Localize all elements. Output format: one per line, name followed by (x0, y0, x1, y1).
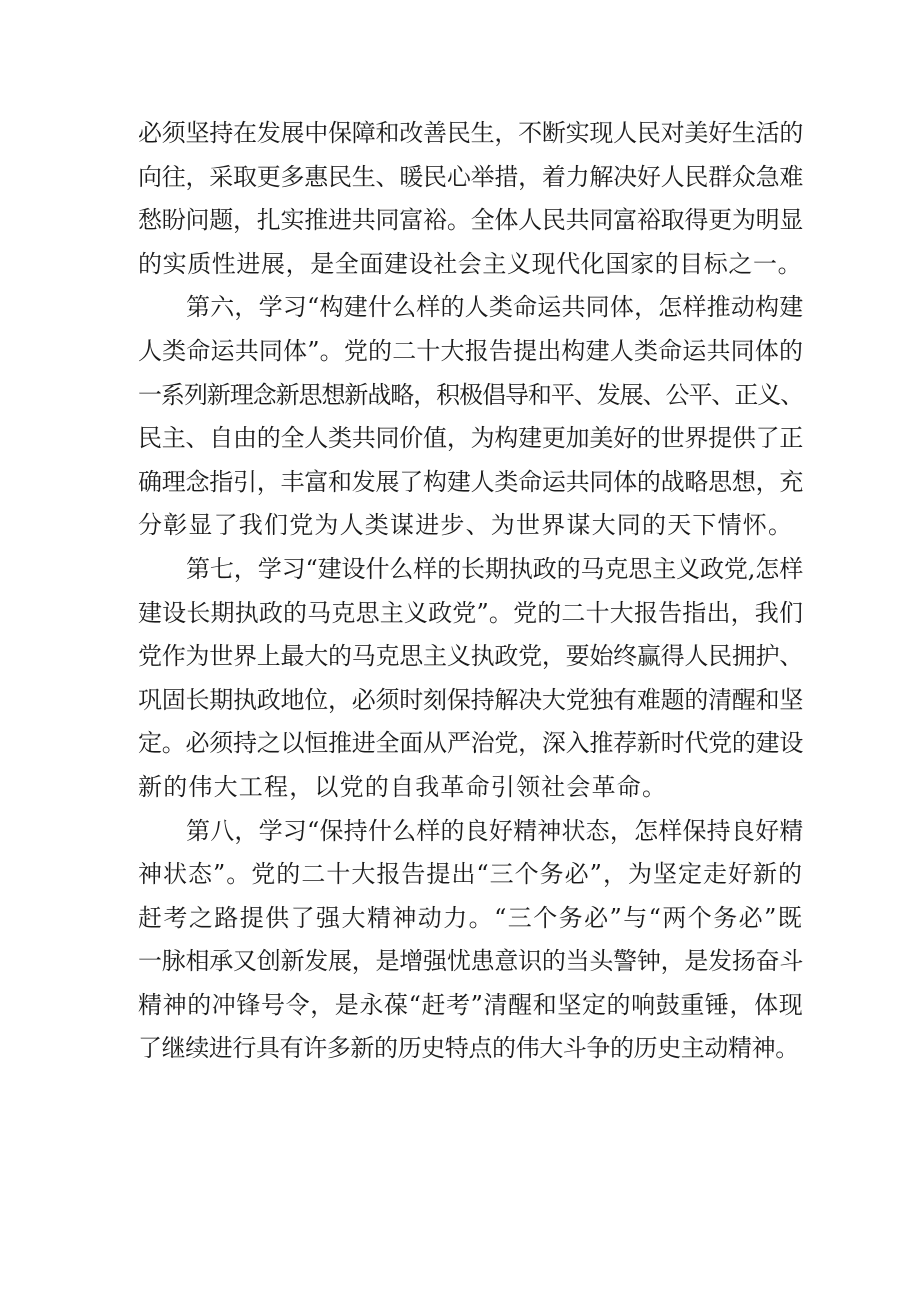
paragraph-eighth (138, 810, 803, 1072)
text-line: 确理念指引，丰富和发展了构建人类命运共同体的战略思想，充 (138, 467, 803, 496)
text-line: 人类命运共同体”。党的二十大报告提出构建人类命运共同体的 (138, 336, 803, 365)
text-line: 的实质性进展，是全面建设社会主义现代化国家的目标之一。 (138, 249, 803, 278)
text-line: 分彰显了我们党为人类谋进步、为世界谋大同的天下情怀。 (138, 511, 794, 540)
text-line: 新的伟大工程，以党的自我革命引领社会革命。 (138, 772, 668, 801)
text-line: 愁盼问题，扎实推进共同富裕。全体人民共同富裕取得更为明显 (138, 206, 803, 235)
text-line: 第七，学习“建设什么样的长期执政的马克思主义政党,怎样 (186, 554, 803, 583)
text-line: 精神的冲锋号令，是永葆“赶考”清醒和坚定的响鼓重锤，体现 (138, 990, 804, 1019)
text-line: 必须坚持在发展中保障和改善民生，不断实现人民对美好生活的 (138, 119, 803, 147)
document-body (138, 112, 803, 1071)
text-line: 向往，采取更多惠民生、暖民心举措，着力解决好人民群众急难 (138, 162, 803, 191)
text-line: 巩固长期执政地位，必须时刻保持解决大党独有难题的清醒和坚 (138, 685, 803, 714)
paragraph-livelihood (138, 112, 803, 286)
text-line: 神状态”。党的二十大报告提出“三个务必”，为坚定走好新的 (138, 860, 803, 889)
text-line: 定。必须持之以恒推进全面从严治党，深入推荐新时代党的建设 (138, 729, 803, 758)
text-line: 一系列新理念新思想新战略，积极倡导和平、发展、公平、正义、 (138, 380, 803, 409)
text-line: 赶考之路提供了强大精神动力。“三个务必”与“两个务必”既 (138, 903, 803, 932)
paragraph-seventh (138, 548, 803, 810)
text-line: 党作为世界上最大的马克思主义执政党，要始终赢得人民拥护、 (138, 642, 803, 671)
text-line: 建设长期执政的马克思主义政党”。党的二十大报告指出，我们 (138, 598, 803, 627)
text-line: 第六，学习“构建什么样的人类命运共同体，怎样推动构建 (186, 293, 804, 322)
paragraph-sixth (138, 286, 803, 548)
text-line: 一脉相承又创新发展，是增强忧患意识的当头警钟，是发扬奋斗 (138, 947, 803, 976)
text-line: 第八，学习“保持什么样的良好精神状态，怎样保持良好精 (186, 816, 804, 845)
text-line: 民主、自由的全人类共同价值，为构建更加美好的世界提供了正 (138, 424, 803, 453)
text-line: 了继续进行具有许多新的历史特点的伟大斗争的历史主动精神。 (138, 1034, 799, 1063)
